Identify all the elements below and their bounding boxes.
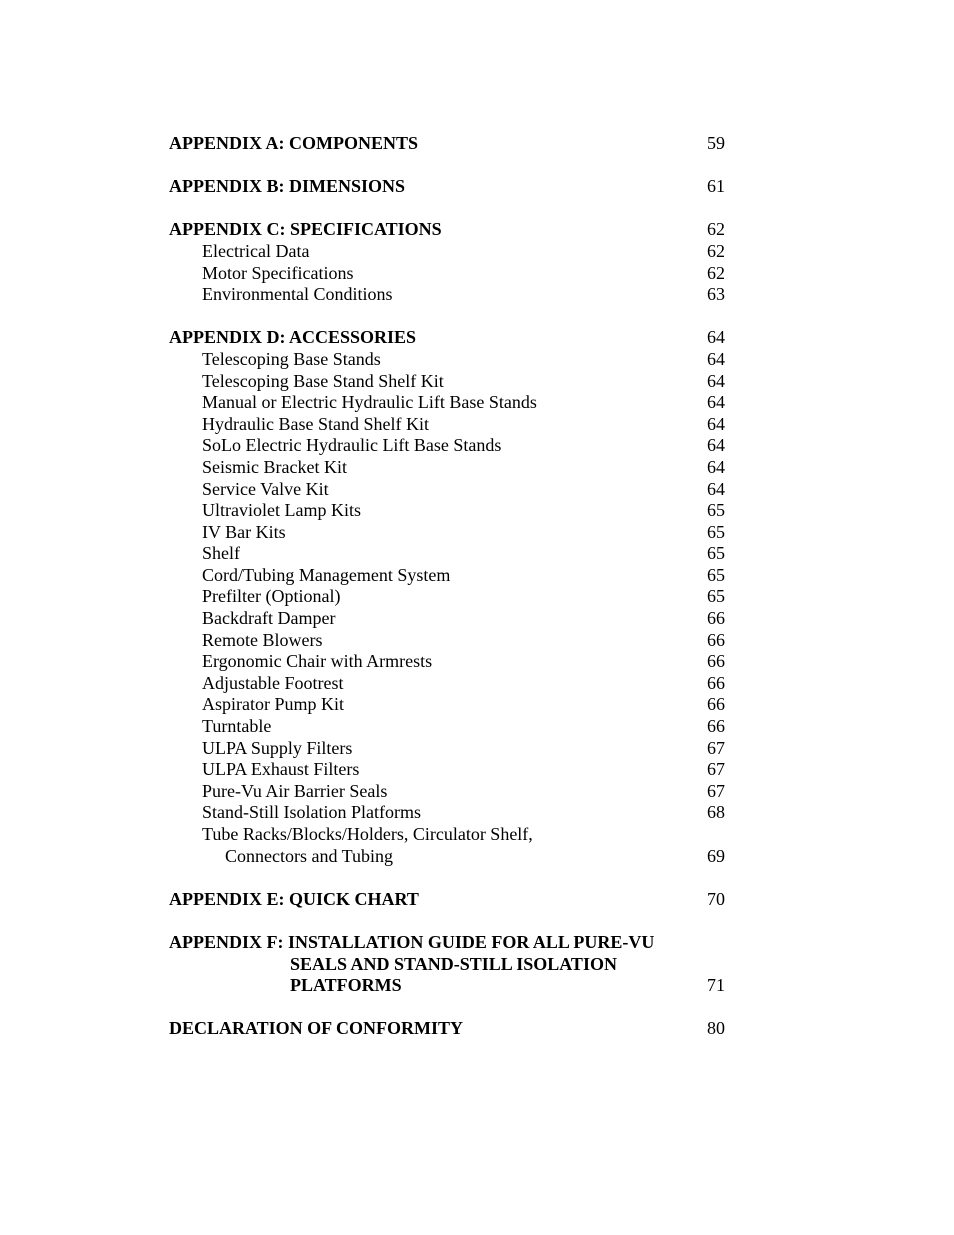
toc-subentry-page: 66: [707, 672, 725, 693]
toc-subentry[interactable]: [169, 673, 729, 695]
toc-entry-title: APPENDIX E: QUICK CHART: [169, 888, 419, 909]
toc-entry-appendix-f-line1[interactable]: [169, 932, 729, 954]
toc-subentry-title: Hydraulic Base Stand Shelf Kit: [202, 413, 429, 434]
toc-entry-title: APPENDIX D: ACCESSORIES: [169, 327, 417, 348]
toc-subentry-title: Aspirator Pump Kit: [202, 694, 344, 715]
toc-subentry-title: Turntable: [202, 716, 272, 737]
toc-entry-title-continued: PLATFORMS: [290, 975, 402, 996]
toc-subentry-page: 67: [707, 759, 725, 780]
toc-subentry[interactable]: [169, 435, 729, 457]
toc-subentry-page: 64: [707, 435, 725, 456]
toc-subentry[interactable]: [169, 651, 729, 673]
toc-entry-page: 70: [707, 888, 725, 909]
toc-subentry-page: 62: [707, 240, 725, 261]
toc-subentry-page: 65: [707, 500, 725, 521]
toc-entry-page: 80: [707, 1018, 725, 1039]
toc-subentry-page: 66: [707, 716, 725, 737]
toc-subentry[interactable]: [169, 608, 729, 630]
toc-subentry-title: Adjustable Footrest: [202, 672, 344, 693]
toc-subentry-title: Ultraviolet Lamp Kits: [202, 500, 361, 521]
toc-subentry[interactable]: [169, 457, 729, 479]
toc-subentry-title: Seismic Bracket Kit: [202, 456, 347, 477]
toc-subentry-page: 64: [707, 392, 725, 413]
toc-subentry-title: SoLo Electric Hydraulic Lift Base Stands: [202, 435, 502, 456]
toc-subentry[interactable]: [169, 586, 729, 608]
toc-subentry[interactable]: [169, 500, 729, 522]
toc-subentry-page: 65: [707, 543, 725, 564]
toc-subentry[interactable]: [169, 565, 729, 587]
toc-entry-declaration[interactable]: [169, 1018, 729, 1040]
section-gap: [169, 155, 729, 177]
toc-subentry-page: 67: [707, 737, 725, 758]
toc-entry-appendix-e[interactable]: [169, 889, 729, 911]
toc-subentry-title: IV Bar Kits: [202, 521, 286, 542]
toc-subentry-title: Cord/Tubing Management System: [202, 564, 451, 585]
toc-subentry-page: 64: [707, 348, 725, 369]
toc-subentry-page: 66: [707, 608, 725, 629]
toc-subentry-title-continued: Connectors and Tubing: [225, 845, 394, 866]
toc-subentry-title: Shelf: [202, 543, 240, 564]
section-gap: [169, 306, 729, 328]
toc-subentry-title: Remote Blowers: [202, 629, 323, 650]
toc-entry-page: 61: [707, 176, 725, 197]
toc-entry-appendix-a[interactable]: [169, 133, 729, 155]
toc-entry-appendix-c[interactable]: [169, 219, 729, 241]
toc-subentry-page: 64: [707, 413, 725, 434]
toc-subentry[interactable]: [169, 738, 729, 760]
toc-subentry-page: 66: [707, 694, 725, 715]
toc-subentry[interactable]: [169, 543, 729, 565]
toc-subentry-page: 68: [707, 802, 725, 823]
toc-entry-appendix-f-line2[interactable]: [169, 954, 729, 976]
toc-subentry-title: ULPA Exhaust Filters: [202, 759, 360, 780]
table-of-contents: [169, 133, 729, 1040]
toc-subentry[interactable]: [169, 781, 729, 803]
toc-subentry[interactable]: [169, 522, 729, 544]
section-gap: [169, 867, 729, 889]
toc-entry-page: 64: [707, 327, 725, 348]
toc-subentry[interactable]: [169, 263, 729, 285]
toc-subentry[interactable]: [169, 392, 729, 414]
toc-subentry[interactable]: [169, 716, 729, 738]
toc-subentry[interactable]: [169, 479, 729, 501]
toc-subentry-title: Ergonomic Chair with Armrests: [202, 651, 433, 672]
toc-subentry-title: ULPA Supply Filters: [202, 737, 353, 758]
toc-subentry-page: 69: [707, 845, 725, 866]
toc-subentry[interactable]: [169, 284, 729, 306]
toc-subentry[interactable]: [169, 241, 729, 263]
toc-subentry[interactable]: [169, 802, 729, 824]
toc-subentry[interactable]: [169, 349, 729, 371]
toc-entry-title-continued: SEALS AND STAND-STILL ISOLATION: [290, 953, 617, 974]
section-gap: [169, 997, 729, 1019]
toc-entry-page: 71: [707, 975, 725, 996]
toc-subentry[interactable]: [169, 414, 729, 436]
toc-subentry-title: Stand-Still Isolation Platforms: [202, 802, 421, 823]
toc-subentry-page: 64: [707, 370, 725, 391]
toc-subentry-title: Backdraft Damper: [202, 608, 336, 629]
toc-subentry-page: 65: [707, 564, 725, 585]
toc-subentry-title: Telescoping Base Stand Shelf Kit: [202, 370, 444, 391]
toc-subentry-page: 62: [707, 262, 725, 283]
toc-subentry-page: 67: [707, 780, 725, 801]
toc-subentry-multiline-start[interactable]: [169, 824, 729, 846]
toc-subentry[interactable]: [169, 630, 729, 652]
toc-subentry-page: 63: [707, 284, 725, 305]
toc-entry-title: DECLARATION OF CONFORMITY: [169, 1018, 464, 1039]
toc-subentry-title: Electrical Data: [202, 240, 310, 261]
toc-subentry-title: Pure-Vu Air Barrier Seals: [202, 780, 388, 801]
toc-subentry-title: Environmental Conditions: [202, 284, 393, 305]
toc-entry-title: APPENDIX F: INSTALLATION GUIDE FOR ALL PURE-VU: [169, 931, 655, 952]
toc-subentry-title: Motor Specifications: [202, 262, 354, 283]
toc-entry-page: 62: [707, 219, 725, 240]
section-gap: [169, 198, 729, 220]
toc-subentry-page: 66: [707, 651, 725, 672]
toc-entry-title: APPENDIX A: COMPONENTS: [169, 133, 419, 153]
toc-subentry[interactable]: [169, 694, 729, 716]
toc-subentry-page: 66: [707, 629, 725, 650]
toc-subentry-page: 65: [707, 586, 725, 607]
toc-entry-appendix-d[interactable]: [169, 327, 729, 349]
toc-subentry-title: Prefilter (Optional): [202, 586, 341, 607]
toc-subentry-multiline-end[interactable]: [169, 846, 729, 868]
toc-subentry-title: Telescoping Base Stands: [202, 348, 381, 369]
toc-subentry[interactable]: [169, 759, 729, 781]
toc-entry-page: 59: [707, 133, 725, 153]
toc-subentry-page: 64: [707, 478, 725, 499]
toc-subentry-page: 64: [707, 456, 725, 477]
toc-entry-title: APPENDIX C: SPECIFICATIONS: [169, 219, 442, 240]
toc-entry-title: APPENDIX B: DIMENSIONS: [169, 176, 406, 197]
toc-entry-appendix-f-line3[interactable]: [169, 975, 729, 997]
toc-subentry-title: Manual or Electric Hydraulic Lift Base Stands: [202, 392, 537, 413]
toc-subentry-title: Tube Racks/Blocks/Holders, Circulator Shelf,: [202, 824, 533, 844]
toc-subentry-page: 65: [707, 521, 725, 542]
toc-entry-appendix-b[interactable]: [169, 176, 729, 198]
toc-subentry-title: Service Valve Kit: [202, 478, 329, 499]
section-gap: [169, 910, 729, 932]
toc-subentry[interactable]: [169, 371, 729, 393]
